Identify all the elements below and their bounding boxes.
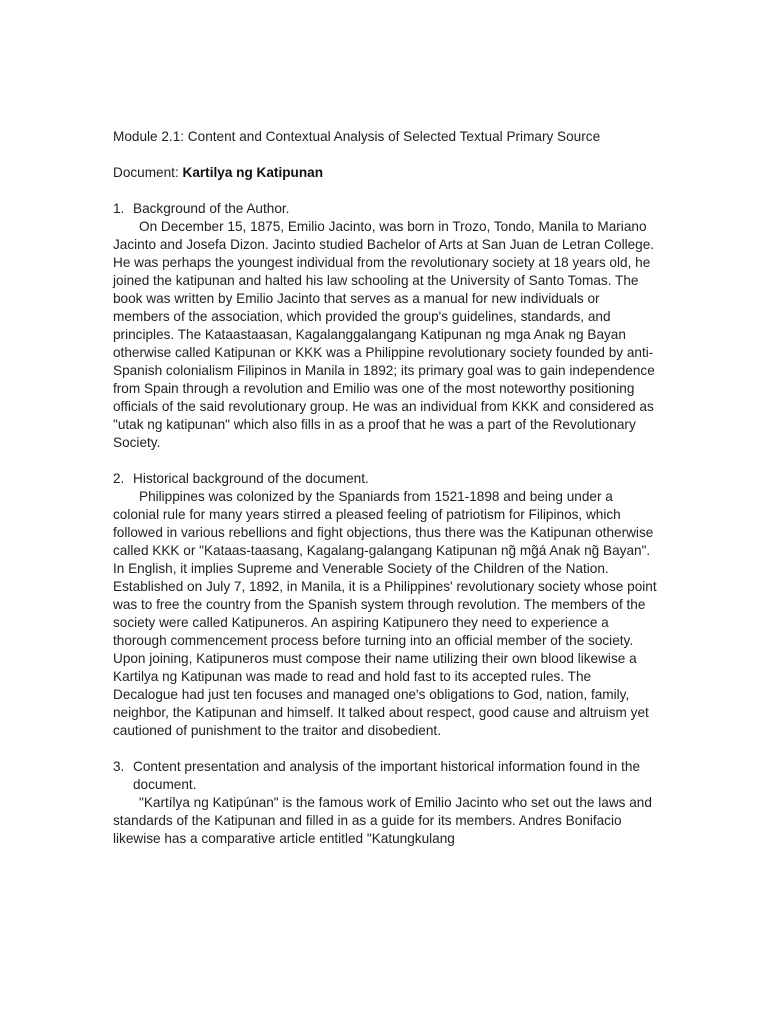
document-label: Document: xyxy=(113,165,183,180)
section-heading-text: Content presentation and analysis of the important historical information found in the document. xyxy=(133,759,641,792)
section-body: Philippines was colonized by the Spaniards from 1521-1898 and being under a colonial rule for many years stirred a pleased feeling of patriotism for Filipinos, which followed in various rebellions and fight objections, thus there was the Katipunan otherwise called KKK or "Kataas-taasang, Kagalang-galangang Katipunan ng̃ mg̃á Anak ng̃ Bayan". In English, it implies Supreme and Venerable Society of the Children of the Nation. Established on July 7, 1892, in Manila, it is a Philippines' revolutionary society whose point was to free the country from the Spanish system through revolution. The members of the society were called Katipuneros. An aspiring Katipunero they need to experience a thorough commencement process before turning into an official member of the society. Upon joining, Katipuneros must compose their name utilizing their own blood likewise a Kartilya ng Katipunan was made to read and hold fast to its accepted rules. The Decalogue had just ten focuses and managed one's obligations to God, nation, family, neighbor, the Katipunan and himself. It talked about respect, good cause and altruism yet cautioned of punishment to the traitor and disobedient. xyxy=(113,489,657,738)
section-body: "Kartílya ng Katipúnan" is the famous work of Emilio Jacinto who set out the laws and standards of the Katipunan and filled in as a guide for its members. Andres Bonifacio likewise has a comparative article entitled "Katungkulang xyxy=(113,795,652,846)
section-number: 1. xyxy=(113,201,125,216)
section-heading xyxy=(113,758,658,794)
section-author-background xyxy=(113,200,658,452)
section-heading xyxy=(113,470,658,488)
section-historical-background xyxy=(113,470,658,740)
document-title: Kartilya ng Katipunan xyxy=(182,165,323,180)
document-page xyxy=(113,128,658,866)
module-title: Module 2.1: Content and Contextual Analysis of Selected Textual Primary Source xyxy=(113,129,601,144)
section-heading-text: Background of the Author. xyxy=(133,201,290,216)
section-heading-text: Historical background of the document. xyxy=(133,471,369,486)
section-number: 3. xyxy=(113,759,125,774)
section-number: 2. xyxy=(113,471,125,486)
section-content-analysis xyxy=(113,758,658,848)
section-body: On December 15, 1875, Emilio Jacinto, was born in Trozo, Tondo, Manila to Mariano Jacinto and Josefa Dizon. Jacinto studied Bachelor of Arts at San Juan de Letran College. He was perhaps the youngest individual from the revolutionary society at 18 years old, he joined the katipunan and halted his law schooling at the University of Santo Tomas. The book was written by Emilio Jacinto that serves as a manual for new individuals or members of the association, which provided the group's guidelines, standards, and principles. The Kataastaasan, Kagalanggalangang Katipunan ng mga Anak ng Bayan otherwise called Katipunan or KKK was a Philippine revolutionary society founded by anti-Spanish colonialism Filipinos in Manila in 1892; its primary goal was to gain independence from Spain through a revolution and Emilio was one of the most noteworthy positioning officials of the said revolutionary group. He was an individual from KKK and considered as "utak ng katipunan" which also fills in as a proof that he was a part of the Revolutionary Society. xyxy=(113,219,655,450)
document-line xyxy=(113,164,658,182)
section-heading xyxy=(113,200,658,218)
